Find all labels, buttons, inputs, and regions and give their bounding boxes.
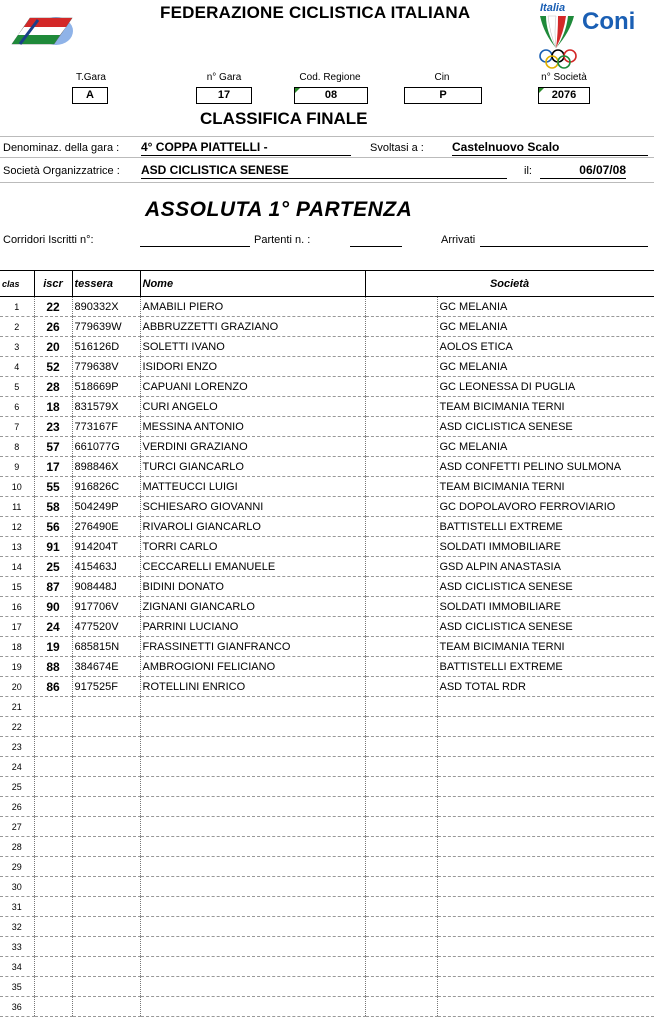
cell-clas[interactable]: 15 <box>0 577 34 597</box>
table-header-row <box>0 271 654 297</box>
cell-gap[interactable] <box>365 737 437 757</box>
col-nome-header: Nome <box>140 271 365 297</box>
cell-clas[interactable]: 3 <box>0 337 34 357</box>
cell-nome[interactable]: MESSINA ANTONIO <box>140 417 365 437</box>
cell-societa[interactable] <box>437 857 654 877</box>
cell-nome[interactable] <box>140 857 365 877</box>
cell-societa[interactable]: GC DOPOLAVORO FERROVIARIO <box>437 497 654 517</box>
cell-nome[interactable] <box>140 917 365 937</box>
cell-nome[interactable] <box>140 777 365 797</box>
cell-tessera[interactable] <box>72 817 140 837</box>
cell-iscr[interactable]: 19 <box>34 637 72 657</box>
cell-gap[interactable] <box>365 337 437 357</box>
cell-societa[interactable] <box>437 777 654 797</box>
table-row <box>0 517 654 537</box>
cell-tessera[interactable]: 773167F <box>72 417 140 437</box>
arrivati-label: Arrivati <box>441 234 476 246</box>
cell-societa[interactable]: GC MELANIA <box>437 357 654 377</box>
cell-societa[interactable]: GC MELANIA <box>437 437 654 457</box>
cell-gap[interactable] <box>365 937 437 957</box>
cell-societa[interactable] <box>437 817 654 837</box>
cell-clas[interactable]: 33 <box>0 937 34 957</box>
cell-gap[interactable] <box>365 657 437 677</box>
table-row <box>0 557 654 577</box>
cell-tessera[interactable] <box>72 897 140 917</box>
cell-nome[interactable]: CAPUANI LORENZO <box>140 377 365 397</box>
svoltasi-value[interactable]: Castelnuovo Scalo <box>452 140 648 156</box>
cell-gap[interactable] <box>365 717 437 737</box>
cell-clas[interactable]: 35 <box>0 977 34 997</box>
table-row <box>0 417 654 437</box>
table-row <box>0 537 654 557</box>
cell-clas[interactable]: 14 <box>0 557 34 577</box>
cell-nome[interactable]: CURI ANGELO <box>140 397 365 417</box>
cell-nome[interactable]: VERDINI GRAZIANO <box>140 437 365 457</box>
cell-societa[interactable] <box>437 757 654 777</box>
cell-iscr[interactable] <box>34 737 72 757</box>
cell-iscr[interactable]: 91 <box>34 537 72 557</box>
cell-nome[interactable] <box>140 997 365 1017</box>
cell-gap[interactable] <box>365 677 437 697</box>
cell-societa[interactable]: AOLOS ETICA <box>437 337 654 357</box>
cell-gap[interactable] <box>365 317 437 337</box>
cell-iscr[interactable] <box>34 957 72 977</box>
divider <box>0 136 654 137</box>
cell-clas[interactable]: 13 <box>0 537 34 557</box>
cell-iscr[interactable]: 86 <box>34 677 72 697</box>
cell-nome[interactable]: ABBRUZZETTI GRAZIANO <box>140 317 365 337</box>
cell-gap[interactable] <box>365 917 437 937</box>
table-row <box>0 437 654 457</box>
cell-clas[interactable]: 29 <box>0 857 34 877</box>
cell-societa[interactable]: ASD TOTAL RDR <box>437 677 654 697</box>
cell-iscr[interactable] <box>34 877 72 897</box>
cell-clas[interactable]: 6 <box>0 397 34 417</box>
cell-iscr[interactable]: 58 <box>34 497 72 517</box>
ngara-label: n° Gara <box>206 72 242 83</box>
divider <box>0 182 654 183</box>
cell-gap[interactable] <box>365 457 437 477</box>
table-row <box>0 877 654 897</box>
cell-clas[interactable]: 17 <box>0 617 34 637</box>
cell-iscr[interactable]: 18 <box>34 397 72 417</box>
cell-gap[interactable] <box>365 757 437 777</box>
cell-clas[interactable]: 12 <box>0 517 34 537</box>
cell-clas[interactable]: 21 <box>0 697 34 717</box>
cell-iscr[interactable] <box>34 817 72 837</box>
cell-tessera[interactable] <box>72 957 140 977</box>
cell-nome[interactable] <box>140 937 365 957</box>
cell-iscr[interactable]: 56 <box>34 517 72 537</box>
cell-tessera[interactable] <box>72 797 140 817</box>
cell-societa[interactable]: BATTISTELLI EXTREME <box>437 657 654 677</box>
partenti-field[interactable] <box>350 232 402 247</box>
cell-iscr[interactable]: 57 <box>34 437 72 457</box>
cell-iscr[interactable] <box>34 717 72 737</box>
table-row <box>0 817 654 837</box>
cell-societa[interactable]: GC LEONESSA DI PUGLIA <box>437 377 654 397</box>
table-row <box>0 757 654 777</box>
col-tessera-header: tessera <box>72 271 140 297</box>
denominazione-value[interactable]: 4° COPPA PIATTELLI - <box>141 140 351 156</box>
cell-clas[interactable]: 26 <box>0 797 34 817</box>
cell-iscr[interactable] <box>34 777 72 797</box>
table-row <box>0 637 654 657</box>
cell-gap[interactable] <box>365 377 437 397</box>
cell-iscr[interactable] <box>34 697 72 717</box>
partenti-label: Partenti n. : <box>254 234 311 246</box>
cell-nome[interactable]: MATTEUCCI LUIGI <box>140 477 365 497</box>
cell-societa[interactable] <box>437 977 654 997</box>
cell-iscr[interactable] <box>34 937 72 957</box>
cell-societa[interactable] <box>437 897 654 917</box>
arrivati-field[interactable] <box>480 232 648 247</box>
cell-gap[interactable] <box>365 477 437 497</box>
cell-gap[interactable] <box>365 557 437 577</box>
cell-clas[interactable]: 32 <box>0 917 34 937</box>
cell-clas[interactable]: 24 <box>0 757 34 777</box>
cell-iscr[interactable]: 25 <box>34 557 72 577</box>
table-row <box>0 597 654 617</box>
cell-gap[interactable] <box>365 357 437 377</box>
cell-iscr[interactable] <box>34 977 72 997</box>
cell-clas[interactable]: 23 <box>0 737 34 757</box>
cell-gap[interactable] <box>365 857 437 877</box>
table-row <box>0 777 654 797</box>
cell-iscr[interactable] <box>34 897 72 917</box>
cell-societa[interactable] <box>437 877 654 897</box>
cell-clas[interactable]: 19 <box>0 657 34 677</box>
table-row <box>0 837 654 857</box>
societa-org-value[interactable]: ASD CICLISTICA SENESE <box>141 163 507 179</box>
cell-tessera[interactable] <box>72 717 140 737</box>
cell-tessera[interactable]: 384674E <box>72 657 140 677</box>
cell-societa[interactable]: TEAM BICIMANIA TERNI <box>437 477 654 497</box>
cell-societa[interactable] <box>437 797 654 817</box>
table-row <box>0 957 654 977</box>
table-row <box>0 717 654 737</box>
cell-gap[interactable] <box>365 897 437 917</box>
tgara-label: T.Gara <box>75 72 106 83</box>
cell-iscr[interactable]: 24 <box>34 617 72 637</box>
cell-clas[interactable]: 8 <box>0 437 34 457</box>
date-value[interactable]: 06/07/08 <box>540 163 626 179</box>
cell-societa[interactable]: GC MELANIA <box>437 317 654 337</box>
svoltasi-label: Svoltasi a : <box>370 142 424 154</box>
table-row <box>0 897 654 917</box>
cell-tessera[interactable] <box>72 697 140 717</box>
cell-gap[interactable] <box>365 537 437 557</box>
fci-logo-icon <box>10 14 74 48</box>
cell-societa[interactable]: GC MELANIA <box>437 297 654 317</box>
cell-tessera[interactable]: 516126D <box>72 337 140 357</box>
cell-clas[interactable]: 5 <box>0 377 34 397</box>
cell-gap[interactable] <box>365 397 437 417</box>
cell-tessera[interactable] <box>72 757 140 777</box>
cell-nome[interactable]: FRASSINETTI GIANFRANCO <box>140 637 365 657</box>
cell-societa[interactable] <box>437 957 654 977</box>
cell-tessera[interactable]: 685815N <box>72 637 140 657</box>
cell-societa[interactable]: GSD ALPIN ANASTASIA <box>437 557 654 577</box>
table-row <box>0 617 654 637</box>
cell-tessera[interactable] <box>72 977 140 997</box>
cell-clas[interactable]: 4 <box>0 357 34 377</box>
cell-clas[interactable]: 27 <box>0 817 34 837</box>
cell-nome[interactable]: SCHIESARO GIOVANNI <box>140 497 365 517</box>
table-row <box>0 337 654 357</box>
table-row <box>0 677 654 697</box>
cell-nome[interactable] <box>140 977 365 997</box>
table-row <box>0 497 654 517</box>
cell-tessera[interactable]: 661077G <box>72 437 140 457</box>
cell-iscr[interactable] <box>34 837 72 857</box>
cell-gap[interactable] <box>365 817 437 837</box>
cell-tessera[interactable]: 917706V <box>72 597 140 617</box>
cell-societa[interactable]: TEAM BICIMANIA TERNI <box>437 637 654 657</box>
cell-clas[interactable]: 36 <box>0 997 34 1017</box>
cell-tessera[interactable] <box>72 777 140 797</box>
federation-title: FEDERAZIONE CICLISTICA ITALIANA <box>160 3 471 22</box>
cell-clas[interactable]: 1 <box>0 297 34 317</box>
cell-tessera[interactable] <box>72 997 140 1017</box>
cell-iscr[interactable] <box>34 917 72 937</box>
cell-clas[interactable]: 25 <box>0 777 34 797</box>
n-societa-label: n° Società <box>541 72 587 83</box>
cell-tessera[interactable] <box>72 877 140 897</box>
table-row <box>0 737 654 757</box>
cell-tessera[interactable] <box>72 737 140 757</box>
cod-regione-field[interactable]: 08 <box>294 87 368 104</box>
cell-societa[interactable] <box>437 937 654 957</box>
cell-nome[interactable] <box>140 877 365 897</box>
iscritti-label: Corridori Iscritti n°: <box>3 234 94 246</box>
cell-nome[interactable] <box>140 817 365 837</box>
cell-iscr[interactable]: 20 <box>34 337 72 357</box>
tgara-field[interactable]: A <box>72 87 108 104</box>
n-societa-field[interactable]: 2076 <box>538 87 590 104</box>
cell-gap[interactable] <box>365 957 437 977</box>
cell-iscr[interactable]: 55 <box>34 477 72 497</box>
cell-clas[interactable]: 30 <box>0 877 34 897</box>
cell-societa[interactable] <box>437 917 654 937</box>
cell-gap[interactable] <box>365 497 437 517</box>
cell-gap[interactable] <box>365 877 437 897</box>
cell-tessera[interactable]: 276490E <box>72 517 140 537</box>
cell-nome[interactable] <box>140 737 365 757</box>
cell-nome[interactable]: AMABILI PIERO <box>140 297 365 317</box>
coni-logo <box>536 2 648 72</box>
cell-iscr[interactable] <box>34 797 72 817</box>
table-row <box>0 857 654 877</box>
table-row <box>0 377 654 397</box>
cell-iscr[interactable]: 26 <box>34 317 72 337</box>
cell-tessera[interactable]: 831579X <box>72 397 140 417</box>
cell-gap[interactable] <box>365 797 437 817</box>
cell-nome[interactable]: PARRINI LUCIANO <box>140 617 365 637</box>
cell-tessera[interactable] <box>72 837 140 857</box>
cell-tessera[interactable]: 518669P <box>72 377 140 397</box>
societa-org-label: Società Organizzatrice : <box>3 165 120 177</box>
cell-gap[interactable] <box>365 437 437 457</box>
cod-regione-label: Cod. Regione <box>299 72 361 83</box>
cell-nome[interactable]: BIDINI DONATO <box>140 577 365 597</box>
cell-clas[interactable]: 18 <box>0 637 34 657</box>
table-row <box>0 977 654 997</box>
cell-tessera[interactable]: 914204T <box>72 537 140 557</box>
classifica-title: CLASSIFICA FINALE <box>200 109 368 128</box>
cell-gap[interactable] <box>365 637 437 657</box>
cell-clas[interactable]: 9 <box>0 457 34 477</box>
cell-nome[interactable] <box>140 757 365 777</box>
cell-gap[interactable] <box>365 977 437 997</box>
cell-iscr[interactable]: 28 <box>34 377 72 397</box>
cell-tessera[interactable]: 917525F <box>72 677 140 697</box>
cell-iscr[interactable]: 23 <box>34 417 72 437</box>
iscritti-field[interactable] <box>140 232 250 247</box>
cell-societa[interactable] <box>437 737 654 757</box>
cell-iscr[interactable] <box>34 997 72 1017</box>
table-row <box>0 317 654 337</box>
cell-societa[interactable]: BATTISTELLI EXTREME <box>437 517 654 537</box>
cell-nome[interactable]: ZIGNANI GIANCARLO <box>140 597 365 617</box>
table-row <box>0 397 654 417</box>
cell-iscr[interactable]: 52 <box>34 357 72 377</box>
cell-nome[interactable] <box>140 957 365 977</box>
cell-gap[interactable] <box>365 417 437 437</box>
cell-societa[interactable] <box>437 717 654 737</box>
cell-tessera[interactable]: 477520V <box>72 617 140 637</box>
cell-clas[interactable]: 20 <box>0 677 34 697</box>
table-row <box>0 697 654 717</box>
table-row <box>0 297 654 317</box>
cell-iscr[interactable] <box>34 857 72 877</box>
cell-gap[interactable] <box>365 517 437 537</box>
ngara-field[interactable]: 17 <box>196 87 252 104</box>
cell-gap[interactable] <box>365 597 437 617</box>
cell-clas[interactable]: 34 <box>0 957 34 977</box>
cell-tessera[interactable]: 908448J <box>72 577 140 597</box>
cell-tessera[interactable]: 898846X <box>72 457 140 477</box>
table-row <box>0 577 654 597</box>
cell-clas[interactable]: 22 <box>0 717 34 737</box>
cell-nome[interactable] <box>140 897 365 917</box>
cell-societa[interactable] <box>437 997 654 1017</box>
table-row <box>0 797 654 817</box>
cell-nome[interactable] <box>140 697 365 717</box>
cell-societa[interactable]: TEAM BICIMANIA TERNI <box>437 397 654 417</box>
cell-gap[interactable] <box>365 577 437 597</box>
col-iscr-header: iscr <box>34 271 72 297</box>
cell-tessera[interactable]: 890332X <box>72 297 140 317</box>
cell-tessera[interactable] <box>72 917 140 937</box>
coni-logo-text: Coni <box>582 8 636 35</box>
cin-field[interactable]: P <box>404 87 482 104</box>
cell-gap[interactable] <box>365 297 437 317</box>
cell-societa[interactable]: SOLDATI IMMOBILIARE <box>437 597 654 617</box>
cell-societa[interactable]: SOLDATI IMMOBILIARE <box>437 537 654 557</box>
olympic-rings-icon <box>538 48 578 70</box>
cell-tessera[interactable] <box>72 857 140 877</box>
cell-gap[interactable] <box>365 997 437 1017</box>
cell-tessera[interactable]: 415463J <box>72 557 140 577</box>
cell-clas[interactable]: 11 <box>0 497 34 517</box>
cell-gap[interactable] <box>365 837 437 857</box>
cell-nome[interactable] <box>140 717 365 737</box>
cell-societa[interactable]: ASD CICLISTICA SENESE <box>437 577 654 597</box>
cell-iscr[interactable]: 22 <box>34 297 72 317</box>
cin-label: Cin <box>434 72 450 83</box>
cell-clas[interactable]: 10 <box>0 477 34 497</box>
cell-nome[interactable]: TORRI CARLO <box>140 537 365 557</box>
cell-nome[interactable]: RIVAROLI GIANCARLO <box>140 517 365 537</box>
divider <box>0 157 654 158</box>
cell-nome[interactable]: SOLETTI IVANO <box>140 337 365 357</box>
table-row <box>0 657 654 677</box>
cell-societa[interactable] <box>437 697 654 717</box>
cell-nome[interactable]: ISIDORI ENZO <box>140 357 365 377</box>
cell-gap[interactable] <box>365 617 437 637</box>
cell-tessera[interactable]: 504249P <box>72 497 140 517</box>
cell-clas[interactable]: 2 <box>0 317 34 337</box>
col-societa-header: Società <box>365 271 654 297</box>
table-row <box>0 477 654 497</box>
cell-clas[interactable]: 28 <box>0 837 34 857</box>
coni-logo-italia: Italia <box>540 2 566 14</box>
cell-nome[interactable] <box>140 797 365 817</box>
coni-flame-icon <box>536 14 576 50</box>
cell-societa[interactable]: ASD CICLISTICA SENESE <box>437 617 654 637</box>
cell-societa[interactable]: ASD CICLISTICA SENESE <box>437 417 654 437</box>
cell-gap[interactable] <box>365 777 437 797</box>
cell-nome[interactable]: TURCI GIANCARLO <box>140 457 365 477</box>
cell-iscr[interactable]: 17 <box>34 457 72 477</box>
cell-tessera[interactable]: 916826C <box>72 477 140 497</box>
cell-nome[interactable] <box>140 837 365 857</box>
cell-nome[interactable]: AMBROGIONI FELICIANO <box>140 657 365 677</box>
table-row <box>0 917 654 937</box>
cell-tessera[interactable]: 779638V <box>72 357 140 377</box>
denominazione-label: Denominaz. della gara : <box>3 142 120 154</box>
cell-iscr[interactable] <box>34 757 72 777</box>
cell-societa[interactable] <box>437 837 654 857</box>
il-label: il: <box>524 165 532 177</box>
cell-iscr[interactable]: 87 <box>34 577 72 597</box>
table-row <box>0 457 654 477</box>
table-row <box>0 997 654 1017</box>
cell-iscr[interactable]: 88 <box>34 657 72 677</box>
cell-iscr[interactable]: 90 <box>34 597 72 617</box>
results-table <box>0 270 654 1017</box>
cell-gap[interactable] <box>365 697 437 717</box>
cell-societa[interactable]: ASD CONFETTI PELINO SULMONA <box>437 457 654 477</box>
cell-clas[interactable]: 7 <box>0 417 34 437</box>
cell-nome[interactable]: ROTELLINI ENRICO <box>140 677 365 697</box>
cell-nome[interactable]: CECCARELLI EMANUELE <box>140 557 365 577</box>
cell-tessera[interactable]: 779639W <box>72 317 140 337</box>
col-clas-header: clas <box>0 271 34 297</box>
cell-clas[interactable]: 31 <box>0 897 34 917</box>
category-title: ASSOLUTA 1° PARTENZA <box>145 198 413 221</box>
table-row <box>0 937 654 957</box>
table-row <box>0 357 654 377</box>
cell-tessera[interactable] <box>72 937 140 957</box>
cell-clas[interactable]: 16 <box>0 597 34 617</box>
